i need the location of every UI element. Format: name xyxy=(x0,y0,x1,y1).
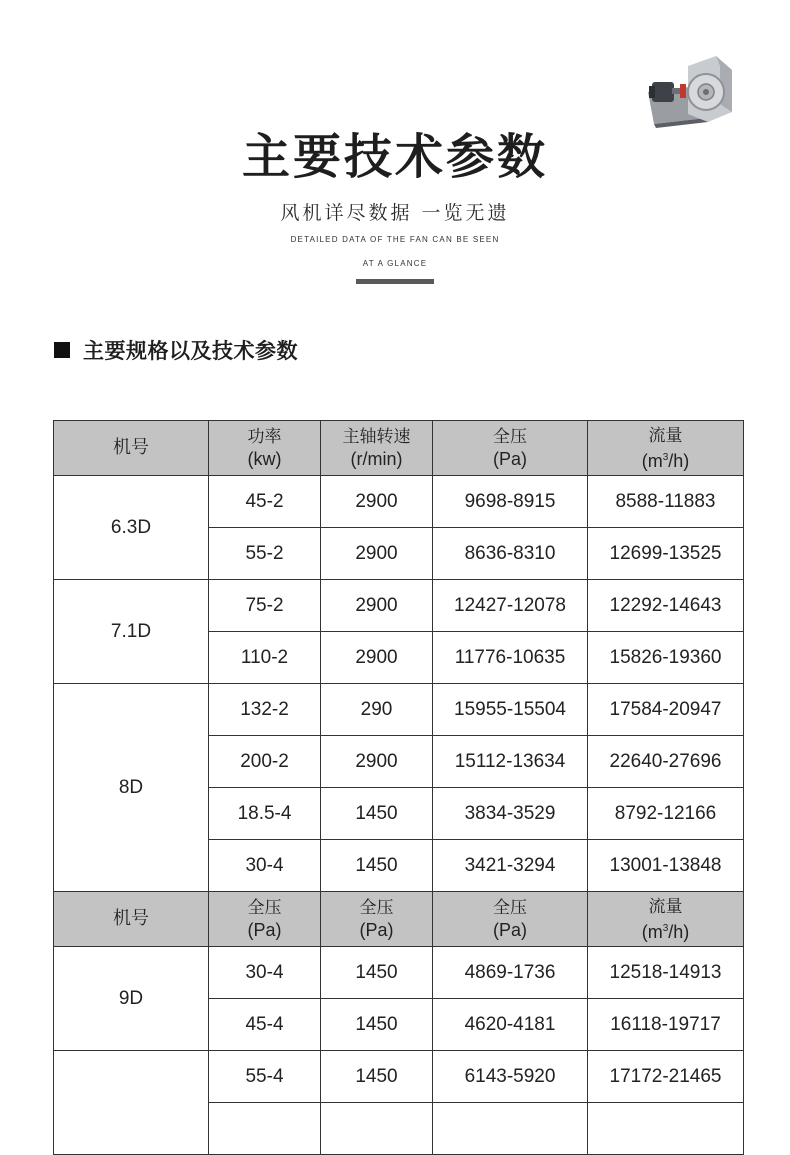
header-pressure: 全压 (Pa) xyxy=(433,421,588,476)
power-cell: 18.5-4 xyxy=(209,788,321,840)
flow-cell: 22640-27696 xyxy=(588,736,744,788)
power-cell: 110-2 xyxy=(209,632,321,684)
section-title: 主要规格以及技术参数 xyxy=(83,339,298,363)
flow-cell: 13001-13848 xyxy=(588,840,744,892)
speed-cell: 1450 xyxy=(321,840,433,892)
table-row xyxy=(54,684,744,736)
speed-cell: 2900 xyxy=(321,476,433,528)
flow-cell: 17172-21465 xyxy=(588,1051,744,1103)
spec-table xyxy=(53,420,744,1155)
speed-cell: 290 xyxy=(321,684,433,736)
pressure-cell: 4869-1736 xyxy=(433,947,588,999)
speed-cell: 1450 xyxy=(321,1051,433,1103)
table-row xyxy=(54,947,744,999)
speed-cell: 1450 xyxy=(321,947,433,999)
table-header-row xyxy=(54,421,744,476)
pressure-cell: 15955-15504 xyxy=(433,684,588,736)
model-cell: 8D xyxy=(54,684,209,892)
flow-cell: 15826-19360 xyxy=(588,632,744,684)
model-cell: 7.1D xyxy=(54,580,209,684)
header-power: 功率 (kw) xyxy=(209,421,321,476)
flow-cell xyxy=(588,1103,744,1155)
pressure-cell: 3834-3529 xyxy=(433,788,588,840)
pressure-cell: 9698-8915 xyxy=(433,476,588,528)
english-subtitle-line1: DETAILED DATA OF THE FAN CAN BE SEEN xyxy=(290,235,500,244)
speed-cell: 1450 xyxy=(321,788,433,840)
power-cell: 45-4 xyxy=(209,999,321,1051)
pressure-cell: 11776-10635 xyxy=(433,632,588,684)
section-header xyxy=(54,336,298,364)
speed-cell: 2900 xyxy=(321,632,433,684)
english-subtitle-line2: AT A GLANCE xyxy=(362,259,428,268)
pressure-cell: 4620-4181 xyxy=(433,999,588,1051)
flow-cell: 17584-20947 xyxy=(588,684,744,736)
power-cell: 30-4 xyxy=(209,840,321,892)
speed-cell xyxy=(321,1103,433,1155)
header-flow: 流量 $(m^3/h)$ xyxy=(588,421,744,476)
header-flow: 流量 $(m^3/h)$ xyxy=(588,892,744,947)
table-row xyxy=(54,580,744,632)
speed-cell: 2900 xyxy=(321,528,433,580)
power-cell: 75-2 xyxy=(209,580,321,632)
speed-cell: 2900 xyxy=(321,580,433,632)
pressure-cell: 6143-5920 xyxy=(433,1051,588,1103)
pressure-cell: 8636-8310 xyxy=(433,528,588,580)
table-row xyxy=(54,1051,744,1103)
model-cell: 6.3D xyxy=(54,476,209,580)
title-underline-bar xyxy=(356,279,434,284)
header-speed: 主轴转速 (r/min) xyxy=(321,421,433,476)
page-title: 主要技术参数 xyxy=(241,129,548,185)
speed-cell: 1450 xyxy=(321,999,433,1051)
header-col2: 全压 (Pa) xyxy=(209,892,321,947)
pressure-cell: 3421-3294 xyxy=(433,840,588,892)
flow-cell: 12518-14913 xyxy=(588,947,744,999)
power-cell: 200-2 xyxy=(209,736,321,788)
table-row xyxy=(54,476,744,528)
power-cell: 132-2 xyxy=(209,684,321,736)
flow-cell: 8588-11883 xyxy=(588,476,744,528)
power-cell: 45-2 xyxy=(209,476,321,528)
header-model: 机号 xyxy=(54,892,209,947)
square-bullet-icon xyxy=(54,342,70,358)
pressure-cell xyxy=(433,1103,588,1155)
power-cell: 55-2 xyxy=(209,528,321,580)
power-cell xyxy=(209,1103,321,1155)
flow-cell: 12699-13525 xyxy=(588,528,744,580)
flow-cell: 8792-12166 xyxy=(588,788,744,840)
table-header-row-2 xyxy=(54,892,744,947)
power-cell: 30-4 xyxy=(209,947,321,999)
power-cell: 55-4 xyxy=(209,1051,321,1103)
flow-cell: 16118-19717 xyxy=(588,999,744,1051)
pressure-cell: 12427-12078 xyxy=(433,580,588,632)
header-col3: 全压 (Pa) xyxy=(321,892,433,947)
flow-cell: 12292-14643 xyxy=(588,580,744,632)
page-subtitle: 风机详尽数据 一览无遗 xyxy=(280,202,510,224)
model-cell: 9D xyxy=(54,947,209,1051)
pressure-cell: 15112-13634 xyxy=(433,736,588,788)
header-col4: 全压 (Pa) xyxy=(433,892,588,947)
model-cell xyxy=(54,1051,209,1155)
speed-cell: 2900 xyxy=(321,736,433,788)
header-model: 机号 xyxy=(54,421,209,476)
